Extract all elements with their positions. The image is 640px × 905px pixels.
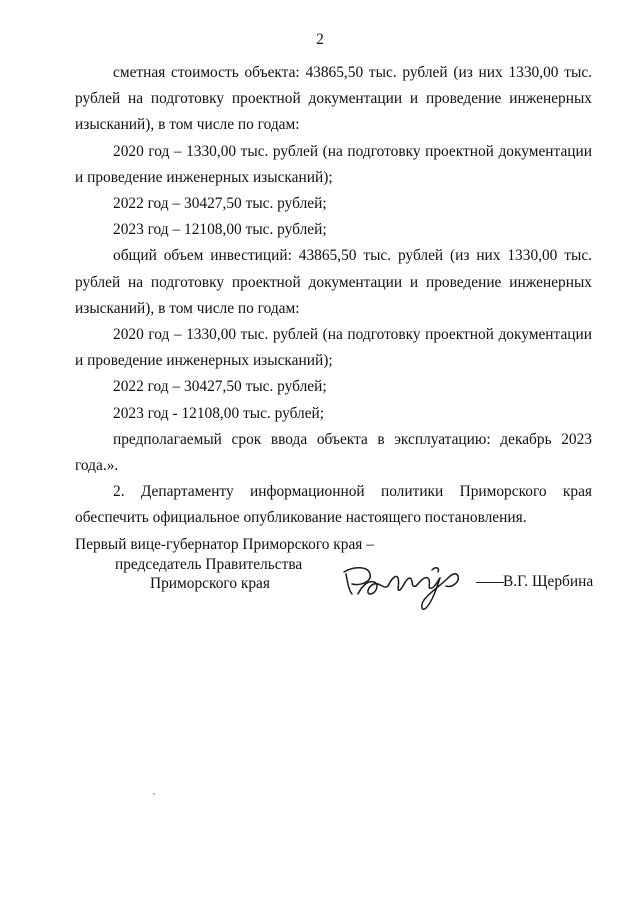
document-body [75, 60, 592, 532]
scan-speck [153, 793, 155, 795]
paragraph-2022-cost: 2022 год – 30427,50 тыс. рублей; [113, 195, 327, 213]
handwritten-signature [340, 556, 480, 616]
paragraph-2020-investment: 2020 год – 1330,00 тыс. рублей (на подготовку проектной документации и проведение инженерных изысканий); [75, 326, 592, 370]
paragraph-2023-cost: 2023 год – 12108,00 тыс. рублей; [113, 221, 327, 239]
signatory-title-line-1: Первый вице-губернатор Приморского края – [75, 536, 374, 553]
paragraph-commissioning-date: предполагаемый срок ввода объекта в эксплуатацию: декабрь 2023 года.». [75, 430, 592, 475]
paragraph-2020-cost: 2020 год – 1330,00 тыс. рублей (на подготовку проектной документации и проведение инженерных изысканий); [75, 142, 592, 186]
page-number: 2 [316, 31, 324, 48]
signatory-title-line-3: Приморского края [150, 575, 270, 592]
signer-name: В.Г. Щербина [503, 573, 594, 590]
paragraph-2022-investment: 2022 год – 30427,50 тыс. рублей; [113, 378, 327, 396]
paragraph-2023-investment: 2023 год - 12108,00 тыс. рублей; [113, 404, 325, 422]
paragraph-total-investment: общий объем инвестиций: 43865,50 тыс. рублей (из них 1330,00 тыс. рублей на подготовку проектной документации и проведение инженерных изысканий), в том числе по годам: [75, 247, 592, 317]
signatory-title-line-2: председатель Правительства [115, 556, 303, 573]
paragraph-publication-order: 2. Департаменту информационной политики Приморского края обеспечить официальное опубликование настоящего постановления. [75, 483, 592, 527]
signature-dash [476, 582, 504, 583]
paragraph-estimated-cost: сметная стоимость объекта: 43865,50 тыс. рублей (из них 1330,00 тыс. рублей на подготовку проектной документации и проведение инженерных изысканий), в том числе по годам: [75, 64, 592, 134]
